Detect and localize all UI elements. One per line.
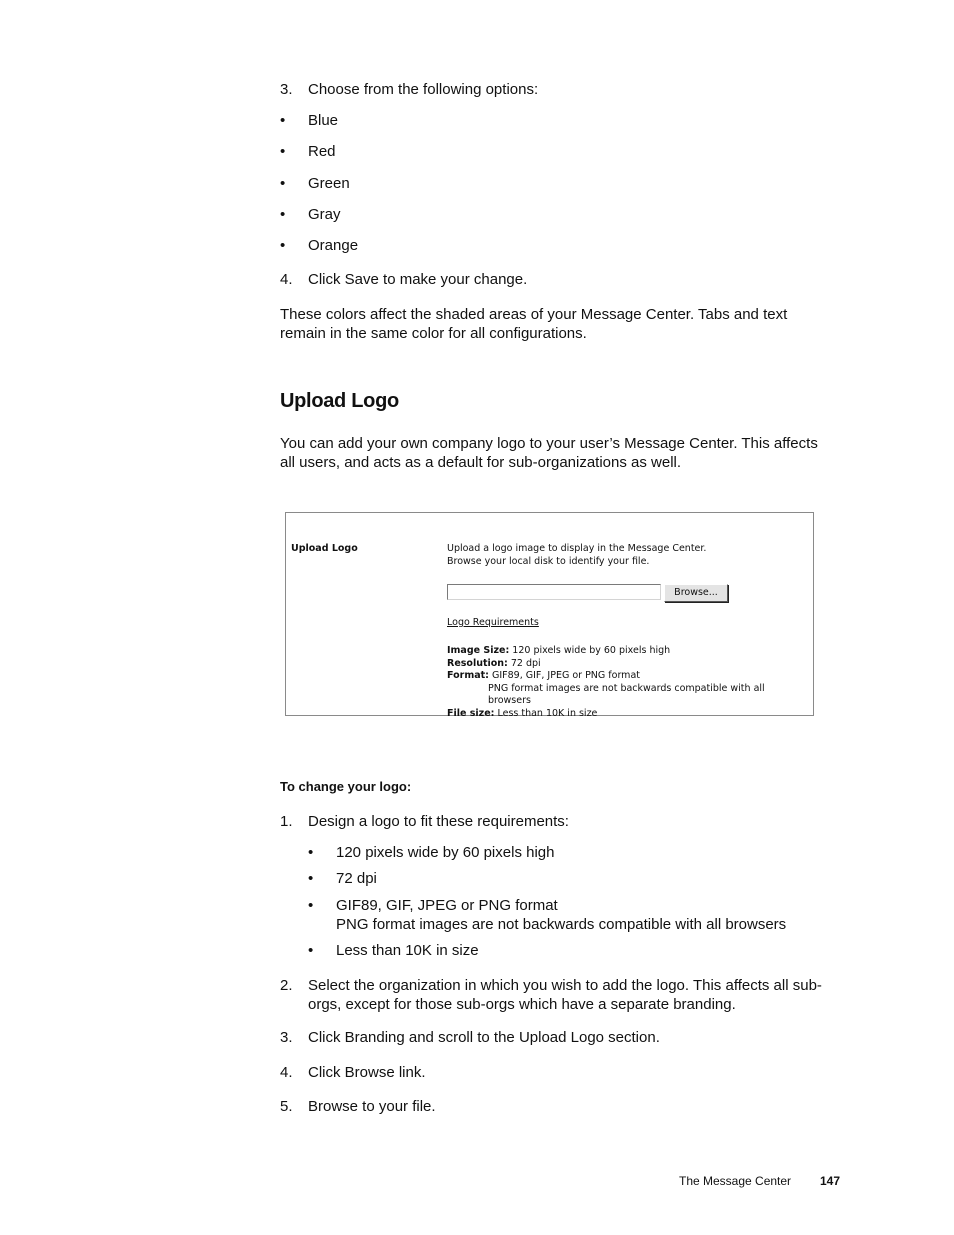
requirement-format-note: PNG format images are not backwards compatible with all browsers bbox=[336, 916, 787, 933]
format-row bbox=[447, 670, 807, 683]
procedure-step-4-text: Click Browse link. bbox=[308, 1064, 426, 1081]
colors-note-line-1: These colors affect the shaded areas of your Message Center. Tabs and text bbox=[280, 306, 788, 323]
resolution-row bbox=[447, 658, 807, 671]
color-option-red: Red bbox=[308, 143, 336, 160]
resolution-value: 72 dpi bbox=[510, 657, 541, 669]
requirement-resolution: 72 dpi bbox=[336, 870, 377, 887]
color-option-green: Green bbox=[308, 175, 350, 192]
bullet: • bbox=[280, 143, 286, 160]
image-size-value: 120 pixels wide by 60 pixels high bbox=[512, 645, 671, 656]
footer-chapter-title: The Message Center bbox=[679, 1174, 792, 1188]
bullet: • bbox=[308, 870, 314, 887]
intro-line-1: You can add your own company logo to your user’s Message Center. This affects bbox=[280, 435, 818, 452]
procedure-step-5-number: 5. bbox=[280, 1098, 293, 1115]
step-4-number: 4. bbox=[280, 271, 293, 288]
procedure-step-4-number: 4. bbox=[280, 1064, 293, 1081]
format-value: GIF89, GIF, JPEG or PNG format bbox=[492, 670, 640, 681]
procedure-step-2-text bbox=[308, 976, 822, 1014]
file-size-row bbox=[447, 708, 807, 721]
colors-note bbox=[280, 305, 787, 343]
bullet: • bbox=[280, 175, 286, 192]
colors-note-line-2: remain in the same color for all configurations. bbox=[280, 325, 587, 342]
format-note: PNG format images are not backwards compatible with all browsers bbox=[488, 682, 765, 706]
requirement-format bbox=[336, 896, 786, 934]
image-size-label: Image Size: bbox=[447, 645, 510, 656]
procedure-heading: To change your logo: bbox=[280, 779, 412, 794]
image-size-row bbox=[447, 645, 807, 658]
color-option-blue: Blue bbox=[308, 112, 339, 129]
intro-line-2: all users, and acts as a default for sub-organizations as well. bbox=[280, 454, 682, 471]
logo-requirements-link[interactable]: Logo Requirements bbox=[447, 617, 539, 628]
requirement-file-size: Less than 10K in size bbox=[336, 942, 479, 959]
file-path-input[interactable] bbox=[447, 584, 661, 600]
requirement-size: 120 pixels wide by 60 pixels high bbox=[336, 844, 555, 861]
procedure-step-5-text: Browse to your file. bbox=[308, 1098, 436, 1115]
file-size-label: File size: bbox=[447, 707, 495, 719]
upload-instructions bbox=[447, 543, 706, 568]
resolution-label: Resolution: bbox=[447, 657, 508, 669]
screenshot-section-label: Upload Logo bbox=[291, 543, 358, 554]
page-number: 147 bbox=[820, 1174, 841, 1188]
instruction-line-1: Upload a logo image to display in the Message Center. bbox=[447, 543, 707, 554]
bullet: • bbox=[280, 206, 286, 223]
color-option-orange: Orange bbox=[308, 237, 359, 254]
upload-logo-intro bbox=[280, 434, 818, 472]
browse-button[interactable]: Browse... bbox=[664, 584, 728, 602]
procedure-step-2-line-1: Select the organization in which you wish to add the logo. This affects all sub- bbox=[308, 977, 822, 994]
bullet: • bbox=[308, 942, 314, 959]
procedure-step-2-line-2: orgs, except for those sub-orgs which have a separate branding. bbox=[308, 996, 736, 1013]
procedure-step-3-number: 3. bbox=[280, 1029, 293, 1046]
bullet: • bbox=[280, 112, 286, 129]
bullet: • bbox=[280, 237, 286, 254]
bullet: • bbox=[308, 844, 314, 861]
file-size-value: Less than 10K in size bbox=[497, 707, 598, 719]
procedure-step-2-number: 2. bbox=[280, 977, 293, 994]
instruction-line-2: Browse your local disk to identify your file. bbox=[447, 555, 650, 567]
section-heading-upload-logo: Upload Logo bbox=[280, 390, 399, 412]
color-option-gray: Gray bbox=[308, 206, 341, 223]
step-3-number: 3. bbox=[280, 81, 293, 98]
step-4-text: Click Save to make your change. bbox=[308, 271, 528, 288]
format-label: Format: bbox=[447, 670, 489, 681]
requirement-format-text: GIF89, GIF, JPEG or PNG format bbox=[336, 897, 558, 914]
bullet: • bbox=[308, 897, 314, 914]
upload-logo-screenshot bbox=[285, 512, 814, 719]
logo-requirements-list bbox=[447, 645, 807, 720]
step-3-text: Choose from the following options: bbox=[308, 81, 539, 98]
procedure-step-1-text: Design a logo to fit these requirements: bbox=[308, 813, 569, 830]
procedure-step-1-number: 1. bbox=[280, 813, 293, 830]
procedure-step-3-text: Click Branding and scroll to the Upload Logo section. bbox=[308, 1029, 660, 1046]
